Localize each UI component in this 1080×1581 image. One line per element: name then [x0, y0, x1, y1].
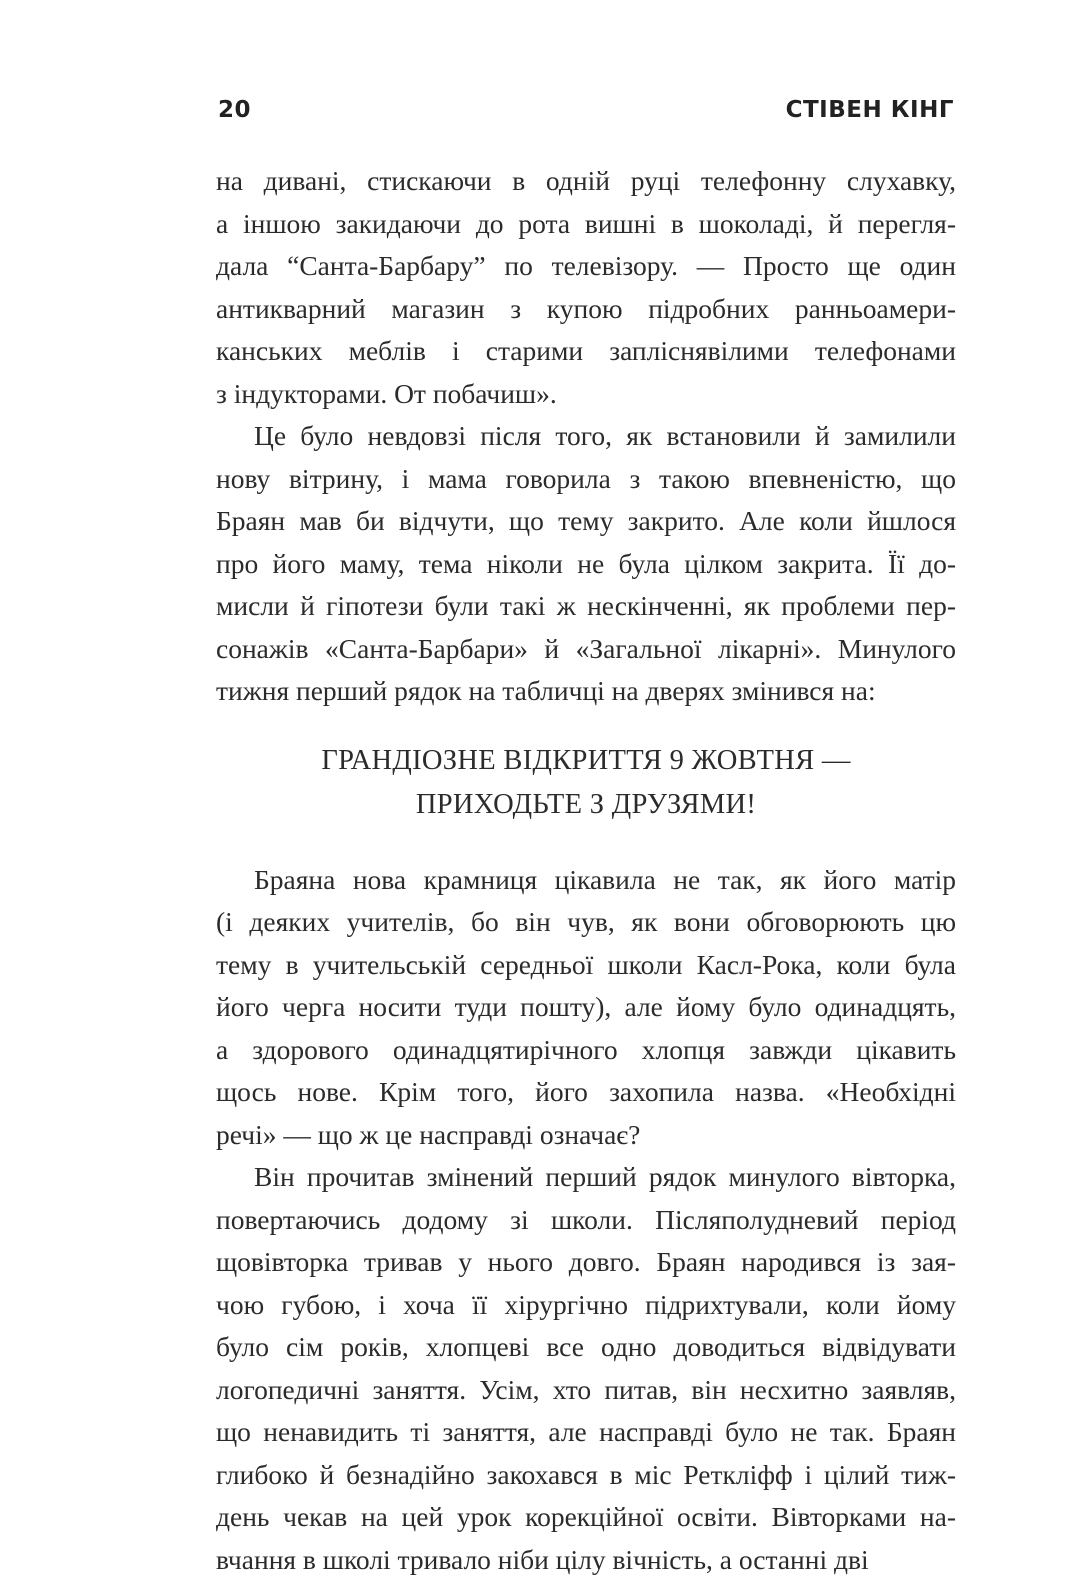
notice-line-2: ПРИХОДЬТЕ З ДРУЗЯМИ! [216, 783, 956, 827]
text-line: Він прочитав змінений перший рядок минулого вівторка, [216, 1156, 956, 1199]
text-line: щовівторка тривав у нього довго. Браян народився із зая- [216, 1241, 956, 1284]
paragraph [216, 415, 956, 713]
text-line: канських меблів і старими запліснявілими телефонами [216, 330, 956, 373]
text-line: вчання в школі тривало ніби цілу вічність, а останні дві [216, 1539, 956, 1581]
author-name: СТІВЕН КІНГ [786, 97, 954, 123]
text-line: чою губою, і хоча її хірургічно підрихтували, коли йому [216, 1284, 956, 1327]
text-line: дала “Санта-Барбару” по телевізору. — Просто ще один [216, 245, 956, 288]
text-line: повертаючись додому зі школи. Післяполудневий період [216, 1199, 956, 1242]
text-line: а здорового одинадцятирічного хлопця завжди цікавить [216, 1029, 956, 1072]
text-line: речі» — що ж це насправді означає? [216, 1114, 956, 1157]
text-line: Браяна нова крамниця цікавила не так, як його матір [216, 859, 956, 902]
paragraph [216, 1156, 956, 1581]
page-number: 20 [218, 97, 251, 123]
text-line: було сім років, хлопцеві все одно доводиться відвідувати [216, 1326, 956, 1369]
text-line: його черга носити туди пошту), але йому було одинадцять, [216, 986, 956, 1029]
notice-line-1: ГРАНДІОЗНЕ ВІДКРИТТЯ 9 ЖОВТНЯ — [216, 739, 956, 783]
text-line: мисли й гіпотези були такі ж нескінченні, як проблеми пер- [216, 585, 956, 628]
text-line: нову вітрину, і мама говорила з такою впевненістю, що [216, 458, 956, 501]
paragraphs-after-notice [216, 859, 956, 1581]
text-line: день чекав на цей урок корекційної освіти. Вівторками на- [216, 1496, 956, 1539]
text-line: глибоко й безнадійно закохався в міс Реткліфф і цілий тиж- [216, 1454, 956, 1497]
paragraphs-before-notice [216, 160, 956, 713]
text-line: Це було невдовзі після того, як встановили й замилили [216, 415, 956, 458]
text-line: сонажів «Санта-Барбари» й «Загальної лікарні». Минулого [216, 628, 956, 671]
text-line: антикварний магазин з купою підробних ранньоамери- [216, 288, 956, 331]
text-line: що ненавидить ті заняття, але насправді було не так. Браян [216, 1411, 956, 1454]
shop-door-notice [216, 739, 956, 827]
text-line: а іншою закидаючи до рота вишні в шоколаді, й перегля- [216, 203, 956, 246]
text-line: Браян мав би відчути, що тему закрито. Але коли йшлося [216, 500, 956, 543]
body-text [216, 160, 956, 1581]
paragraph [216, 859, 956, 1157]
text-line: тему в учительській середньої школи Касл-Рока, коли була [216, 944, 956, 987]
text-line: тижня перший рядок на табличці на дверях змінився на: [216, 670, 956, 713]
text-line: логопедичні заняття. Усім, хто питав, він несхитно заявляв, [216, 1369, 956, 1412]
text-line: (і деяких учителів, бо він чув, як вони обговорюють цю [216, 901, 956, 944]
text-line: щось нове. Крім того, його захопила назва. «Необхідні [216, 1071, 956, 1114]
paragraph [216, 160, 956, 415]
text-line: з індукторами. От побачиш». [216, 373, 956, 416]
text-line: про його маму, тема ніколи не була цілком закрита. Її до- [216, 543, 956, 586]
text-line: на дивані, стискаючи в одній руці телефонну слухавку, [216, 160, 956, 203]
running-header [218, 92, 954, 128]
